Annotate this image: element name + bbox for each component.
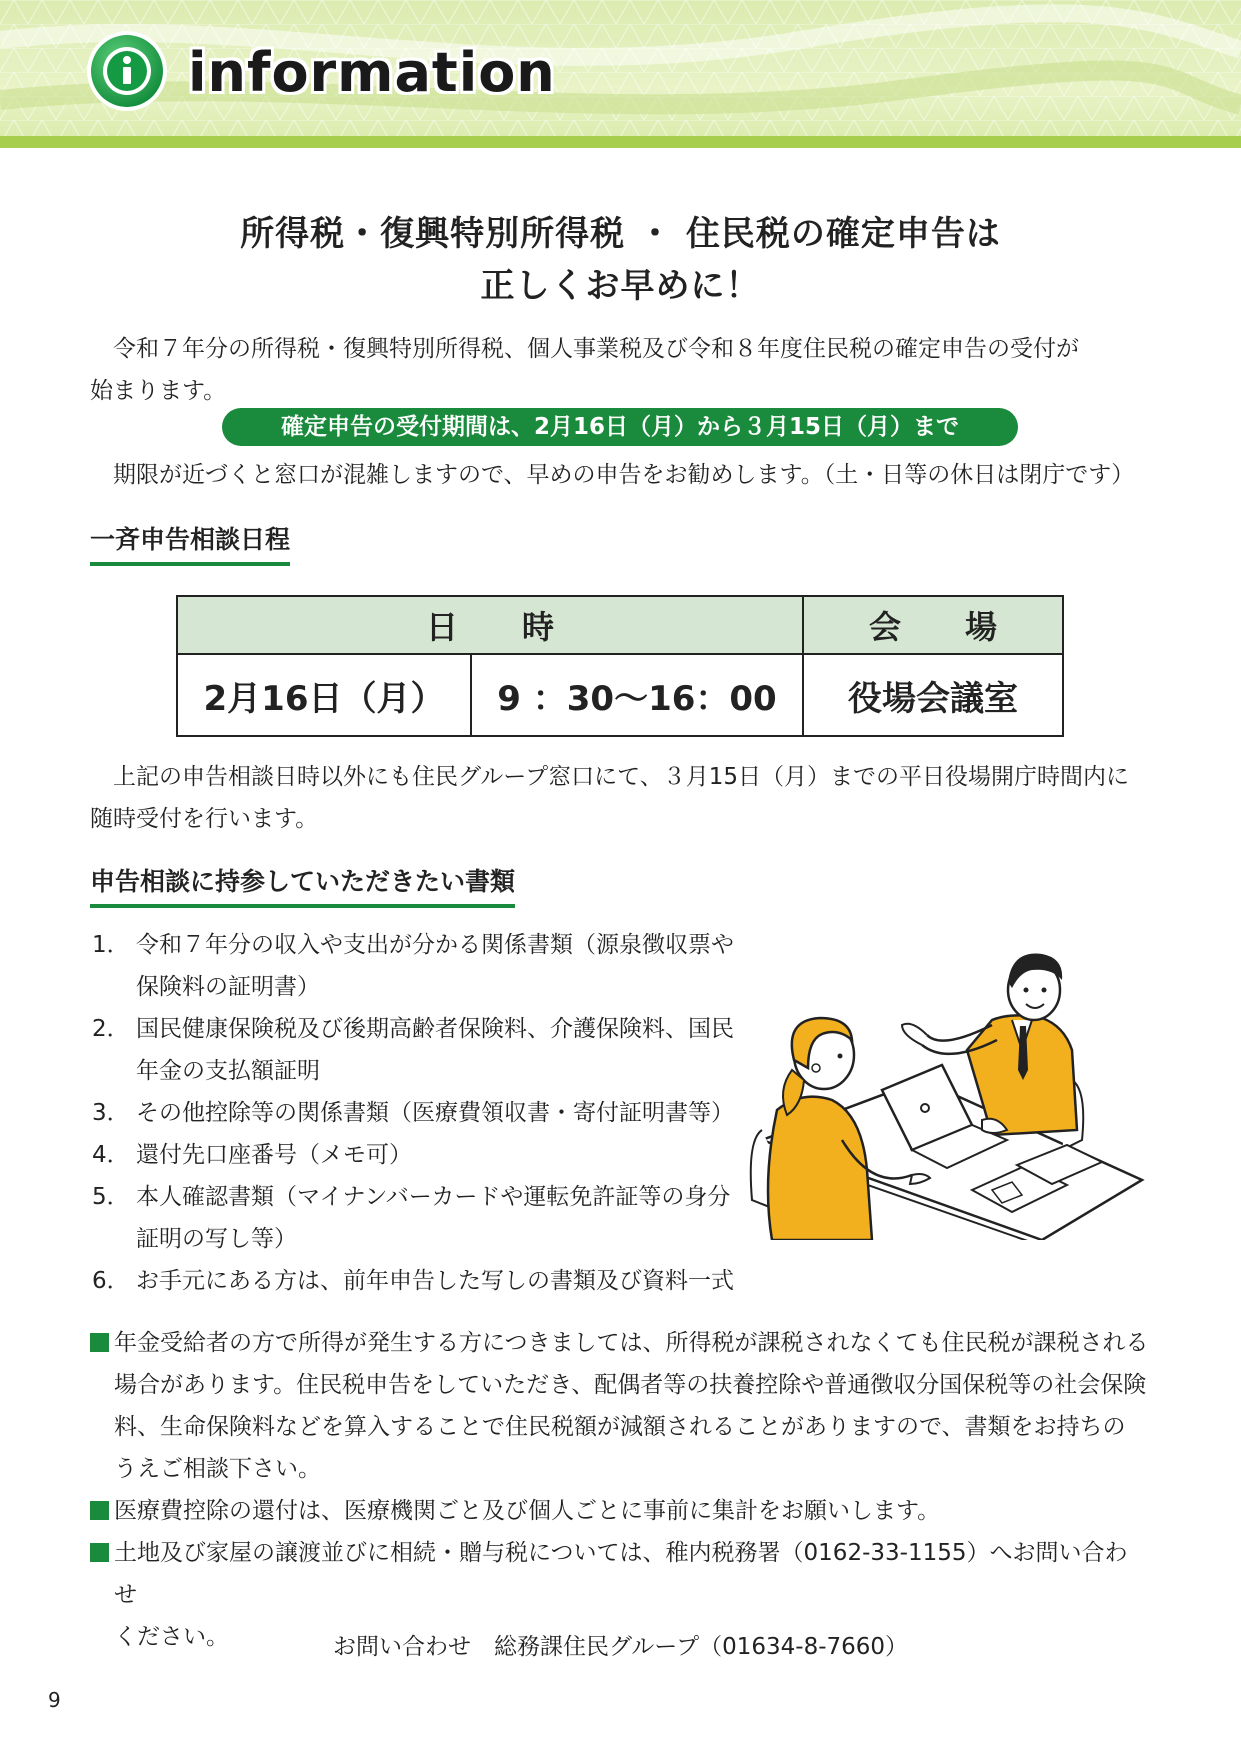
- note-line: 年金受給者の方で所得が発生する方につきましては、所得税が課税されなくても住民税が課税される: [114, 1330, 1149, 1356]
- note-line: 場合があります。住民税申告をしていただき、配偶者等の扶養控除や普通徴収分国保税等の社会保険: [114, 1372, 1147, 1398]
- item-text: 本人確認書類（マイナンバーカードや運転免許証等の身分: [136, 1184, 731, 1210]
- note-line: うえご相談下さい。: [114, 1456, 321, 1482]
- table-header-row: [177, 596, 1063, 654]
- reception-period-badge: 確定申告の受付期間は、2月16日（月）から３月15日（月）まで: [222, 408, 1018, 446]
- item-number: 6．: [92, 1268, 130, 1294]
- item-text-cont: 証明の写し等）: [136, 1226, 297, 1252]
- item-text: 国民健康保険税及び後期高齢者保険料、介護保険料、国民: [136, 1016, 734, 1042]
- square-bullet-icon: [90, 1333, 109, 1352]
- note-line: 土地及び家屋の譲渡並びに相続・贈与税については、稚内税務署（0162-33-1155）へお問い合わせ: [114, 1540, 1128, 1608]
- cell-venue: 役場会議室: [803, 654, 1063, 736]
- list-item: [92, 1134, 772, 1176]
- list-item: [92, 924, 772, 1008]
- item-number: 3．: [92, 1100, 130, 1126]
- header-datetime: 日 時: [177, 596, 803, 654]
- schedule-after-line2: 随時受付を行います。: [90, 806, 319, 832]
- note-line: 料、生命保険料などを算入することで住民税額が減額されることがありますので、書類をお持ちの: [114, 1414, 1126, 1440]
- consultation-illustration: [742, 940, 1162, 1240]
- list-item: [92, 1092, 772, 1134]
- list-item: [92, 1176, 772, 1260]
- banner-stripe: [0, 136, 1241, 148]
- banner-pattern: [0, 0, 1241, 148]
- schedule-table: [176, 595, 1064, 737]
- notes-section: [90, 1322, 1150, 1658]
- item-text: お手元にある方は、前年申告した写しの書類及び資料一式: [136, 1268, 734, 1294]
- intro-note: 期限が近づくと窓口が混雑しますので、早めの申告をお勧めします。（土・日等の休日は閉庁です）: [90, 462, 1135, 488]
- item-text-cont: 保険料の証明書）: [136, 974, 320, 1000]
- documents-heading: 申告相談に持参していただきたい書類: [90, 862, 515, 908]
- item-text: 還付先口座番号（メモ可）: [136, 1142, 412, 1168]
- table-row: [177, 654, 1063, 736]
- cell-time: 9 ：30〜16：00: [471, 654, 803, 736]
- item-text-cont: 年金の支払額証明: [136, 1058, 320, 1084]
- page-title-line2: 正しくお早めに！: [480, 266, 761, 306]
- page-number: 9: [48, 1688, 61, 1712]
- item-text: その他控除等の関係書類（医療費領収書・寄付証明書等）: [136, 1100, 734, 1126]
- item-number: 5．: [92, 1184, 130, 1210]
- note-line: 医療費控除の還付は、医療機関ごと及び個人ごとに事前に集計をお願いします。: [114, 1498, 941, 1524]
- header-word: information: [188, 41, 556, 104]
- schedule-heading: 一斉申告相談日程: [90, 520, 290, 566]
- contact-info: お問い合わせ 総務課住民グループ（01634-8-7660）: [332, 1634, 909, 1660]
- note-item: [90, 1490, 1150, 1532]
- cell-date: 2月16日（月）: [177, 654, 471, 736]
- documents-list: [92, 924, 772, 1302]
- square-bullet-icon: [90, 1543, 109, 1562]
- intro-line2: 始まります。: [90, 378, 227, 404]
- item-number: 1．: [92, 932, 130, 958]
- header-venue: 会 場: [803, 596, 1063, 654]
- list-item: [92, 1008, 772, 1092]
- note-line: ください。: [114, 1624, 229, 1650]
- item-number: 4．: [92, 1142, 130, 1168]
- list-item: [92, 1260, 772, 1302]
- item-number: 2．: [92, 1016, 130, 1042]
- square-bullet-icon: [90, 1501, 109, 1520]
- page-title-line1: 所得税・復興特別所得税 ・ 住民税の確定申告は: [240, 214, 1001, 254]
- header-banner: [0, 0, 1241, 148]
- info-icon: [86, 30, 168, 112]
- schedule-after-line1: 上記の申告相談日時以外にも住民グループ窓口にて、３月15日（月）までの平日役場開庁時間内に: [90, 764, 1129, 790]
- intro-line1: 令和７年分の所得税・復興特別所得税、個人事業税及び令和８年度住民税の確定申告の受付が: [90, 336, 1079, 362]
- item-text: 令和７年分の収入や支出が分かる関係書類（源泉徴収票や: [136, 932, 734, 958]
- note-item: [90, 1322, 1150, 1490]
